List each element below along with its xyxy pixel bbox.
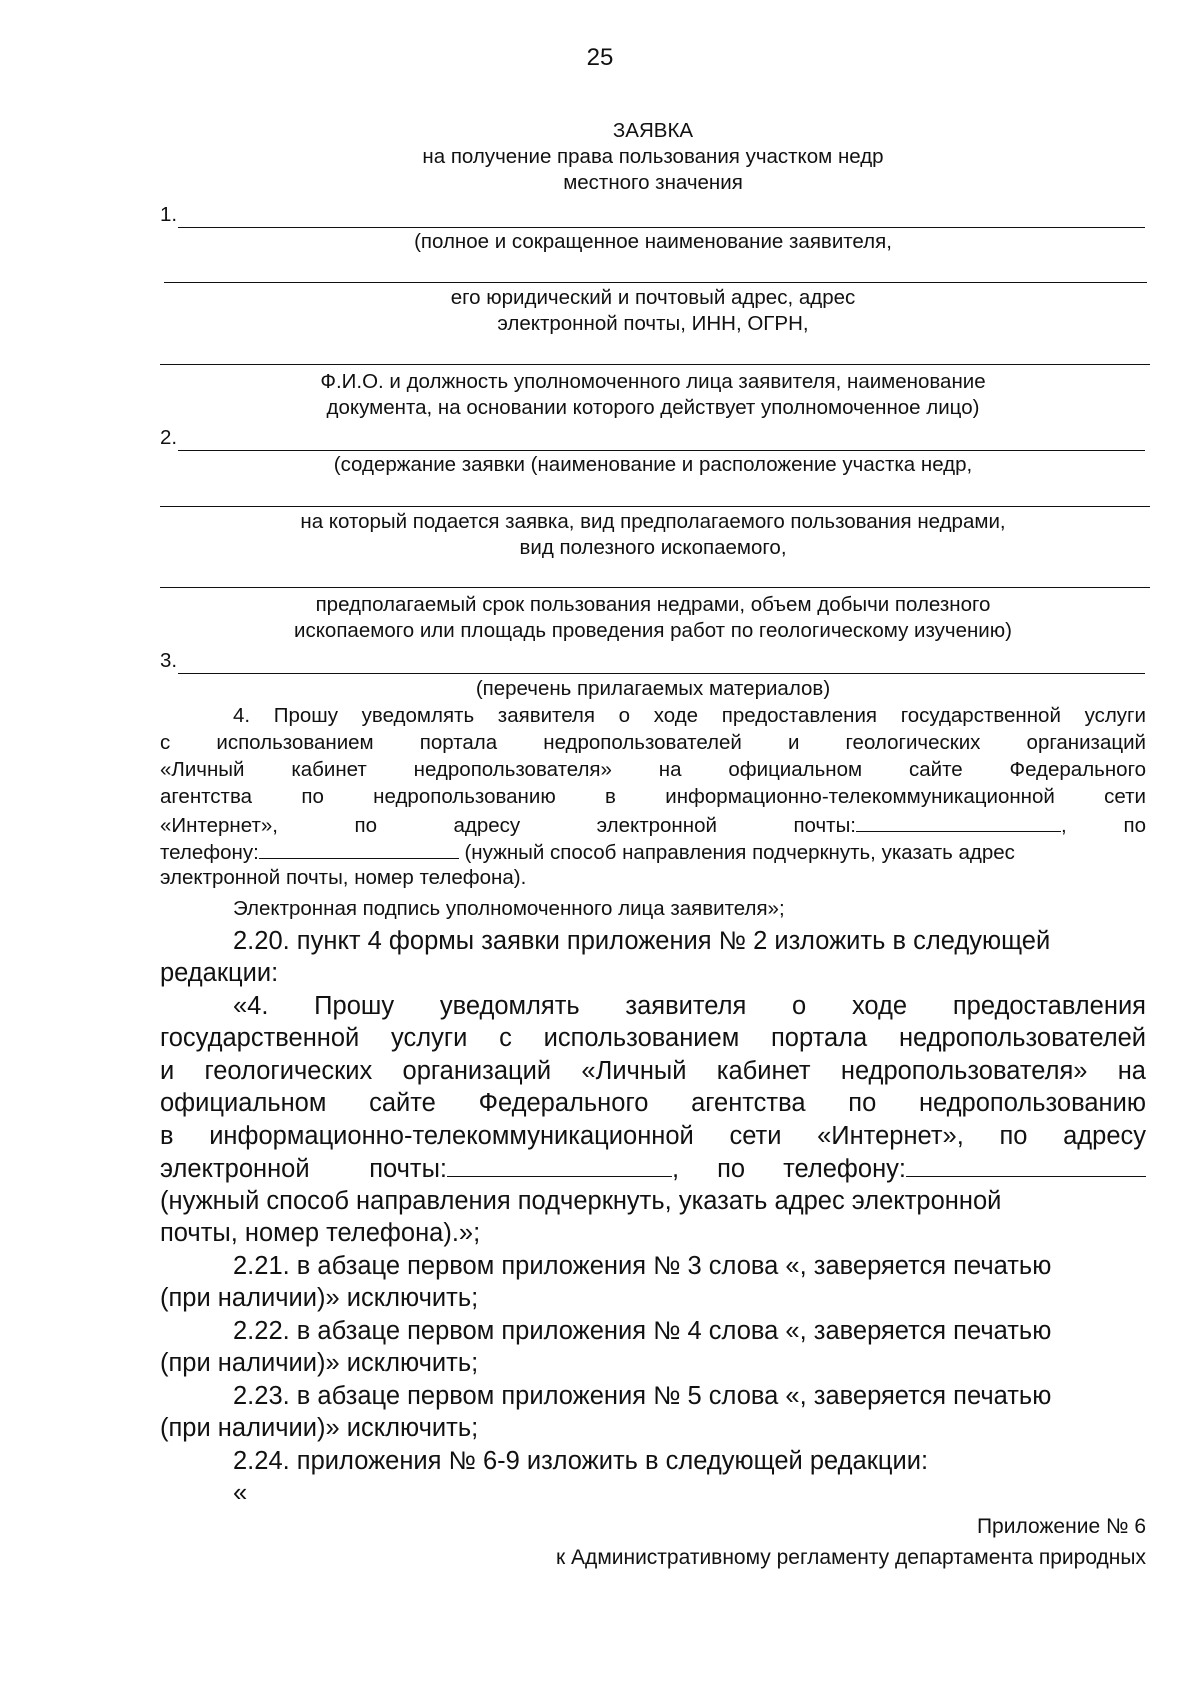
field1-caption-5: документа, на основании которого действует уполномоченное лицо) [326,396,980,419]
field2-caption-2: на который подается заявка, вид предполагаемого пользования недрами, [300,510,1006,533]
field1-caption-2: его юридический и почтовый адрес, адрес [450,286,856,309]
item4-email-text: «Интернет», по адресу электронной почты: [160,814,856,837]
p221-line-1: 2.21. в абзаце первом приложения № 3 слова «, заверяется печатью [233,1252,1052,1280]
field1-number: 1. [160,203,178,226]
quote-phone-blank [906,1152,1146,1177]
signature-line: Электронная подпись уполномоченного лица заявителя»; [233,897,785,920]
item4-phone-blank [259,838,459,859]
open-quote: « [233,1479,248,1507]
item4-email-blank [856,811,1061,832]
item4-line-3: «Личный кабинет недропользователя» на официальном сайте Федерального [160,758,1146,781]
field1-caption-4: Ф.И.О. и должность уполномоченного лица заявителя, наименование [320,370,986,393]
quote-email-text: электронной почты: [160,1155,447,1183]
field2-blank-line [178,428,1145,451]
p222-line-1: 2.22. в абзаце первом приложения № 4 слова «, заверяется печатью [233,1317,1052,1345]
field3-number: 3. [160,649,178,672]
p223-line-2: (при наличии)» исключить; [160,1414,479,1442]
quote-line-1: «4. Прошу уведомлять заявителя о ходе предоставления [233,992,1146,1020]
form-subtitle-2: местного значения [563,171,743,194]
field2-caption-3: вид полезного ископаемого, [519,536,787,559]
field2-caption-4: предполагаемый срок пользования недрами, объем добычи полезного [315,593,991,616]
quote-line-3: и геологических организаций «Личный кабинет недропользователя» на [160,1057,1146,1085]
item4-line-4: агентства по недропользованию в информационно-телекоммуникационной сети [160,785,1146,808]
field1-blank-line-2 [164,260,1147,283]
field3-caption: (перечень прилагаемых материалов) [475,677,831,700]
item4-line-1: 4. Прошу уведомлять заявителя о ходе предоставления государственной услуги [233,704,1146,727]
field2-number: 2. [160,426,178,449]
p220-line-2: редакции: [160,959,279,987]
field3-blank-line [178,650,1145,674]
item4-email-tail: , по [1061,814,1146,837]
p223-line-1: 2.23. в абзаце первом приложения № 5 слова «, заверяется печатью [233,1382,1052,1410]
appendix-subtitle: к Административному регламенту департамента природных [556,1546,1146,1569]
p221-line-2: (при наличии)» исключить; [160,1284,479,1312]
appendix-title: Приложение № 6 [976,1515,1146,1538]
quote-line-4: официальном сайте Федерального агентства по недропользованию [160,1089,1146,1117]
field1-blank-line [178,204,1145,228]
p220-line-1: 2.20. пункт 4 формы заявки приложения № 2 изложить в следующей [233,927,1051,955]
field2-blank-line-3 [160,564,1150,588]
p224-line-1: 2.24. приложения № 6-9 изложить в следующей редакции: [233,1447,929,1475]
item4-phone-line [160,838,1146,866]
quote-email-blank [447,1152,672,1177]
quote-line-2: государственной услуги с использованием портала недропользователей [160,1024,1146,1052]
quote-email-line [160,1152,1146,1186]
item4-line-2: с использованием портала недропользователей и геологических организаций [160,731,1146,754]
item4-email-line [160,811,1146,839]
field2-caption-5: ископаемого или площадь проведения работ по геологическому изучению) [294,619,1012,642]
field1-caption-3: электронной почты, ИНН, ОГРН, [497,312,809,335]
field2-blank-line-2 [160,484,1150,507]
field1-blank-line-3 [160,340,1150,365]
field1-caption-1: (полное и сокращенное наименование заявителя, [414,230,892,253]
item4-last-line: электронной почты, номер телефона). [160,866,527,889]
quote-line-5: в информационно-телекоммуникационной сети «Интернет», по адресу [160,1122,1146,1150]
field2-caption-1: (содержание заявки (наименование и расположение участка недр, [333,453,973,476]
item4-phone-label: телефону: [160,841,259,864]
quote-phone-label: , по телефону: [672,1155,906,1183]
p222-line-2: (при наличии)» исключить; [160,1349,479,1377]
form-subtitle-1: на получение права пользования участком недр [422,145,884,168]
form-title: ЗАЯВКА [612,119,694,142]
quote-line-8: почты, номер телефона).»; [160,1219,481,1247]
item4-phone-text: (нужный способ направления подчеркнуть, указать адрес [458,841,1015,864]
quote-line-7: (нужный способ направления подчеркнуть, указать адрес электронной [160,1187,1002,1215]
page-number: 25 [586,44,614,71]
